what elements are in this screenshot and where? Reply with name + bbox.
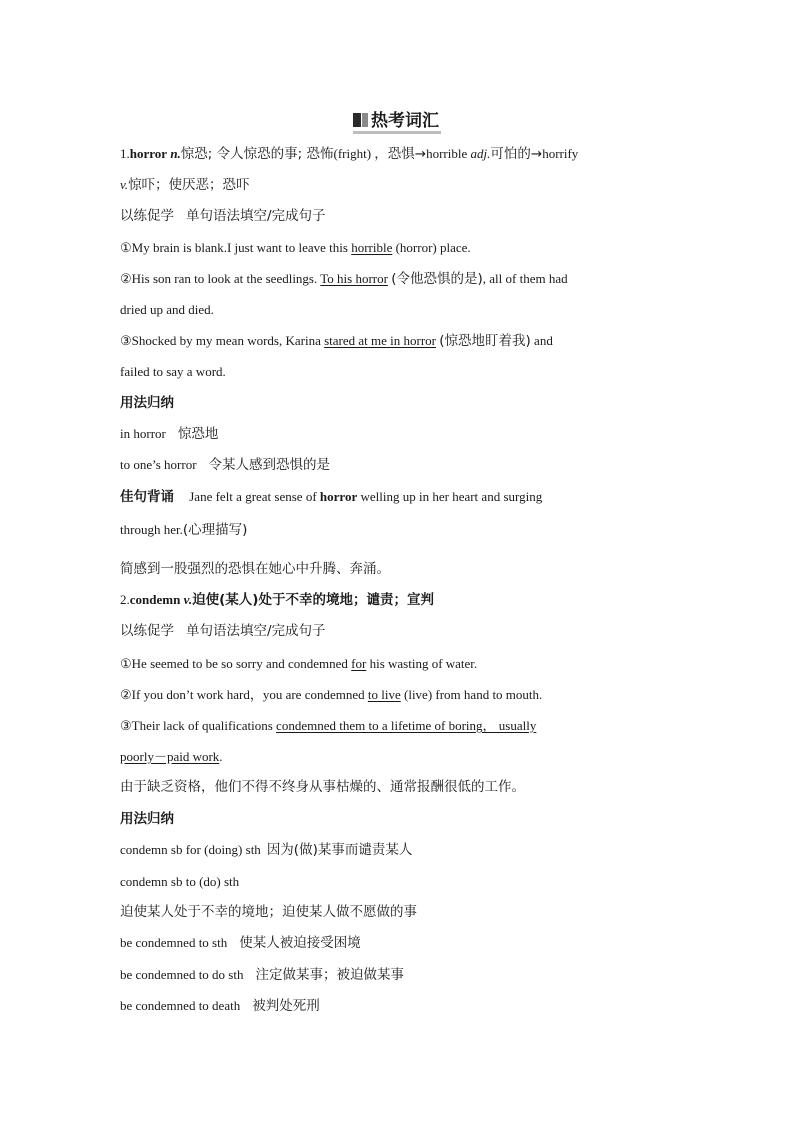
answer: for [351,656,367,671]
entry-title: 2.condemn v.迫使(某人)处于不幸的境地；谴责；宣判 [120,592,434,608]
headword: condemn [129,592,181,607]
exercise-1: ①He seemed to be so sorry and condemned for his wasting of water. [120,656,478,671]
usage-item: be condemned to death 被判处死刑 [120,998,320,1014]
usage-item: be condemned to do sth 注定做某事；被迫做某事 [120,967,404,983]
exercise-3-cont: failed to say a word. [120,364,226,379]
answer: To his horror [320,271,388,286]
headword: horror [129,146,168,161]
usage-heading: 用法归纳 [120,811,174,827]
usage-item: 迫使某人处于不幸的境地；迫使某人做不愿做的事 [120,904,417,920]
section-heading [0,106,794,133]
entry-title-cont: v.惊吓；使厌恶；恐吓 [120,177,250,193]
answer: stared at me in horror [324,333,436,348]
classic-sentence: 佳句背诵 Jane felt a great sense of horror welling up in her heart and surging [120,489,543,505]
practice-heading: 以练促学 单句语法填空/完成句子 [120,623,326,639]
exercise-2: ②If you don’t work hard，you are condemned to live (live) from hand to mouth. [120,687,543,702]
section-heading-text: 热考词汇 [371,111,439,131]
exercise-2-cont: dried up and died. [120,302,214,317]
classic-translation: 简感到一股强烈的恐惧在她心中升腾、奔涌。 [120,561,390,577]
classic-sentence-cont: through her.(心理描写) [120,522,248,538]
usage-heading: 用法归纳 [120,395,174,411]
exercise-1: ①My brain is blank.I just want to leave this horrible (horror) place. [120,240,471,255]
answer: to live [367,687,401,702]
usage-item: to one’s horror 令某人感到恐惧的是 [120,457,331,473]
answer: poorly－paid work [120,749,220,764]
usage-item: in horror 惊恐地 [120,426,219,442]
classic-label: 佳句背诵 [120,489,174,505]
practice-heading: 以练促学 单句语法填空/完成句子 [120,208,326,224]
usage-item: be condemned to sth 使某人被迫接受困境 [120,935,361,951]
exercise-3: ③Shocked by my mean words, Karina stared at me in horror (惊恐地盯着我) and [120,333,553,349]
exercise-3-cont: poorly－paid work. [120,749,223,764]
section-marker-icon [353,113,368,127]
exercise-3-translation: 由于缺乏资格，他们不得不终身从事枯燥的、通常报酬很低的工作。 [120,779,525,795]
exercise-3: ③Their lack of qualifications condemned them to a lifetime of boring， usually [120,718,537,733]
answer: horrible [351,240,393,255]
entry-title: 1.horror n.惊恐; 令人惊恐的事; 恐怖(fright) ，恐惧→horrible adj.可怕的→horrify [120,146,579,162]
exercise-2: ②His son ran to look at the seedlings. To his horror (令他恐惧的是), all of them had [120,271,568,287]
answer: condemned them to a lifetime of boring， usually [276,718,537,733]
usage-item: condemn sb for (doing) sth 因为(做)某事而谴责某人 [120,842,413,858]
usage-item: condemn sb to (do) sth [120,874,240,889]
